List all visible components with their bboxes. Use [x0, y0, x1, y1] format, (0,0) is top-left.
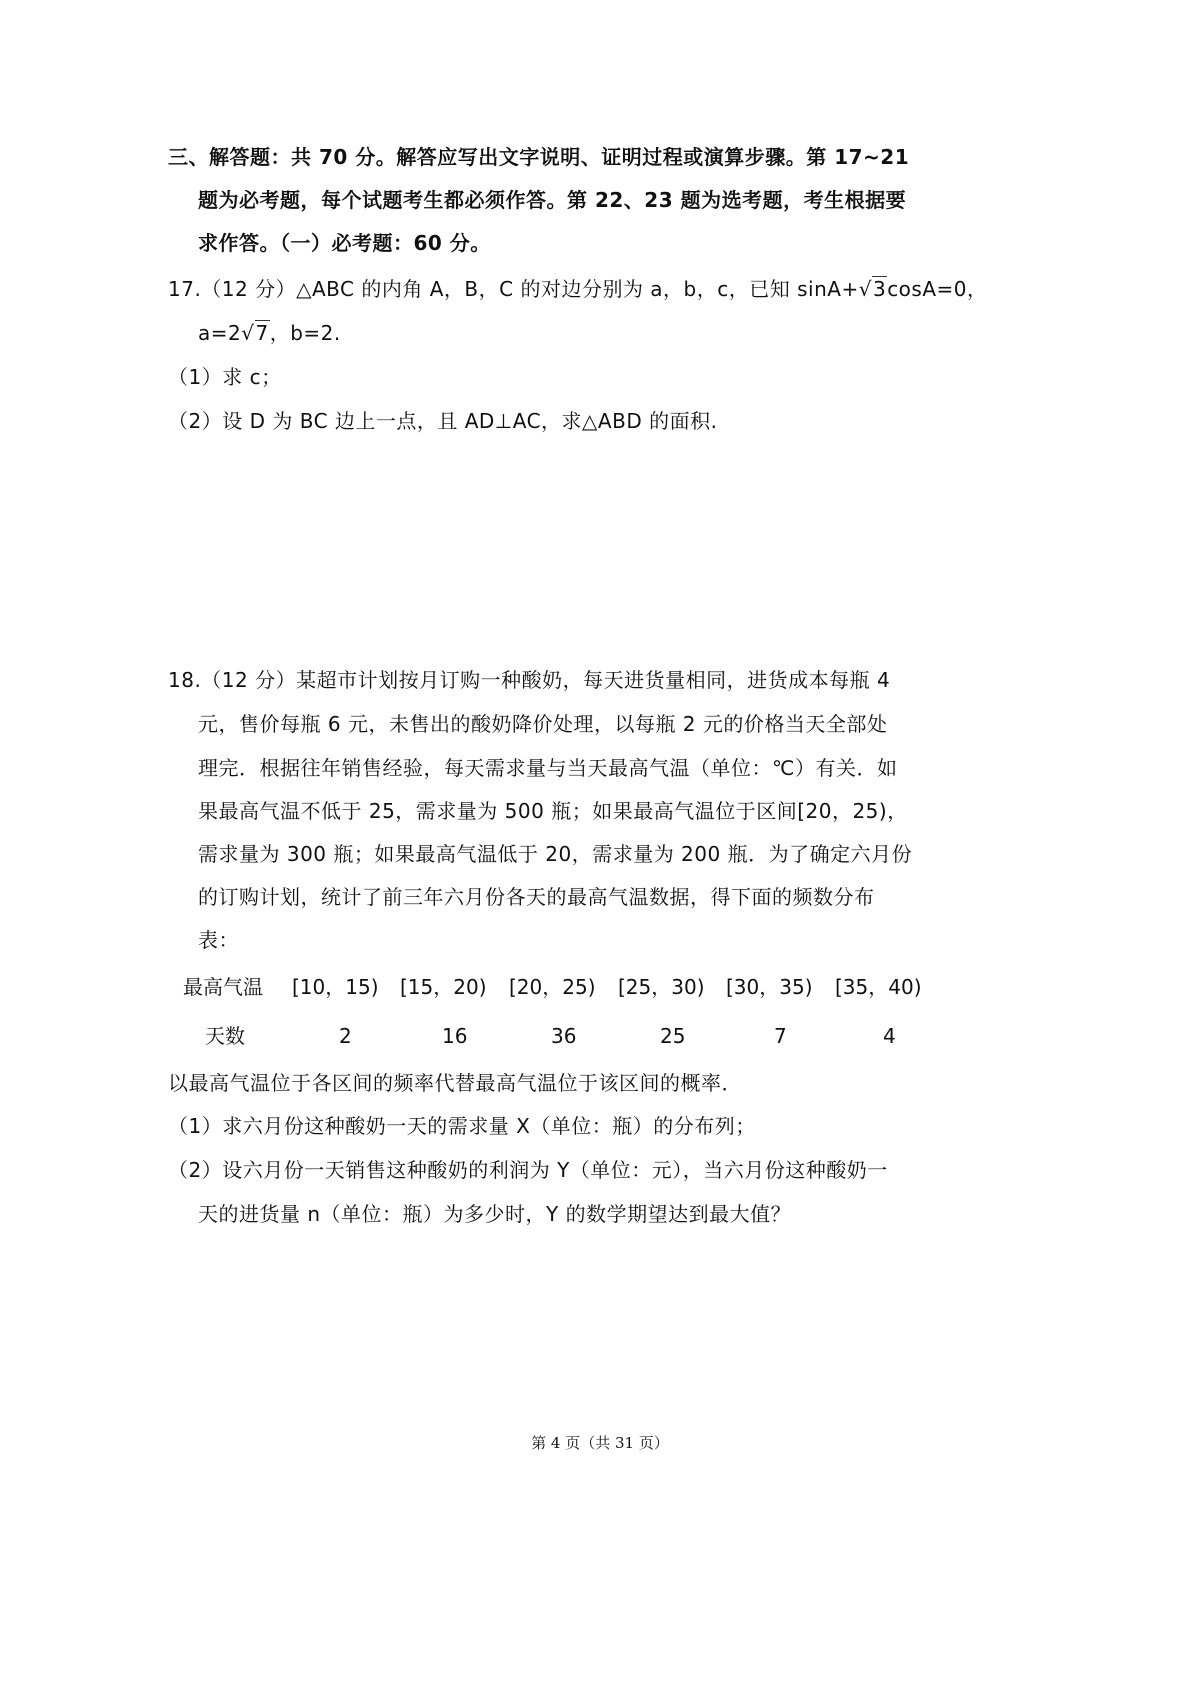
page-footer: 第 4 页（共 31 页） — [531, 1434, 669, 1452]
section-line: 题为必考题，每个试题考生都必须作答。第 22、23 题为选考题，考生根据要 — [198, 188, 907, 212]
q17-line1 — [168, 276, 988, 302]
q18-line: 需求量为 300 瓶；如果最高气温低于 20，需求量为 200 瓶．为了确定六月份 — [198, 842, 913, 866]
q17-line2 — [198, 320, 341, 346]
table-cell: 7 — [774, 1024, 787, 1048]
q18-line: 元，售价每瓶 6 元，未售出的酸奶降价处理，以每瓶 2 元的价格当天全部处 — [198, 712, 888, 736]
q18-line: 的订购计划，统计了前三年六月份各天的最高气温数据，得下面的频数分布 — [198, 885, 875, 909]
table-cell: [15，20) — [400, 975, 487, 999]
q18-part2: （2）设六月份一天销售这种酸奶的利润为 Y（单位：元），当六月份这种酸奶一 — [168, 1158, 888, 1182]
q18-part1: （1）求六月份这种酸奶一天的需求量 X（单位：瓶）的分布列； — [168, 1114, 756, 1138]
sqrt-radicand: 3 — [872, 277, 887, 301]
q17-text: ，b=2. — [269, 321, 341, 345]
q18-line: 理完．根据往年销售经验，每天需求量与当天最高气温（单位：℃）有关．如 — [198, 756, 898, 780]
section-line: 三、解答题：共 70 分。解答应写出文字说明、证明过程或演算步骤。第 17~21 — [168, 145, 910, 169]
q18-line: 18.（12 分）某超市计划按月订购一种酸奶，每天进货量相同，进货成本每瓶 4 — [168, 668, 891, 692]
table-row-header: 天数 — [205, 1024, 245, 1048]
table-cell: 4 — [883, 1024, 896, 1048]
table-cell: [10，15) — [292, 975, 379, 999]
q18-line: 表： — [198, 928, 239, 952]
table-cell: 25 — [660, 1024, 686, 1048]
q18-part2-cont: 天的进货量 n（单位：瓶）为多少时，Y 的数学期望达到最大值？ — [198, 1202, 792, 1226]
sqrt-radicand: 7 — [255, 321, 269, 345]
table-cell: [30，35) — [726, 975, 813, 999]
table-cell: 36 — [551, 1024, 577, 1048]
sqrt-symbol: √ — [241, 321, 255, 345]
table-row-header: 最高气温 — [183, 975, 263, 999]
q17-text: cosA=0， — [887, 277, 988, 301]
sqrt-symbol: √ — [858, 277, 872, 301]
table-cell: 2 — [339, 1024, 352, 1048]
table-cell: [25，30) — [618, 975, 705, 999]
table-cell: [20，25) — [509, 975, 596, 999]
q18-line: 果最高气温不低于 25，需求量为 500 瓶；如果最高气温位于区间[20，25)， — [198, 799, 908, 823]
q18-line: 以最高气温位于各区间的频率代替最高气温位于该区间的概率． — [168, 1071, 742, 1095]
table-cell: [35，40) — [835, 975, 922, 999]
q17-part2: （2）设 D 为 BC 边上一点，且 AD⊥AC，求△ABD 的面积. — [168, 409, 718, 433]
table-cell: 16 — [442, 1024, 468, 1048]
q17-part1: （1）求 c； — [168, 365, 282, 389]
q17-text: a=2 — [198, 321, 242, 345]
section-line: 求作答。（一）必考题：60 分。 — [198, 231, 491, 255]
q17-text: 17.（12 分）△ABC 的内角 A，B，C 的对边分别为 a，b，c，已知 sinA+ — [168, 277, 859, 301]
